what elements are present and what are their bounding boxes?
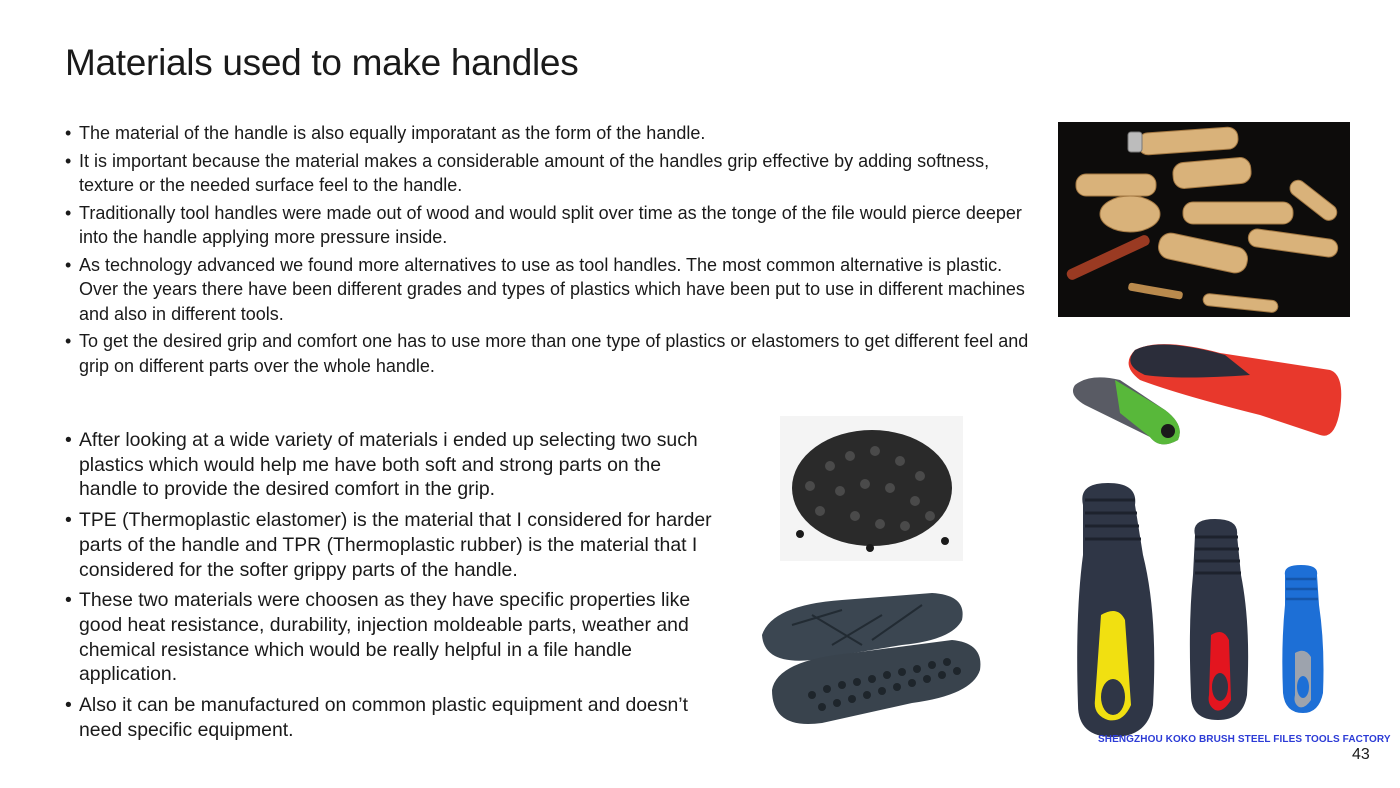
plastic-pellets-image bbox=[780, 416, 963, 561]
file-handles-image bbox=[1063, 475, 1353, 750]
bullet-item: • After looking at a wide variety of materials i ended up selecting two such plastics which would help me have both soft and strong parts on the handle to provide the desired comfort in the grip. bbox=[65, 428, 715, 502]
bullet-item: • The material of the handle is also equally imporatant as the form of the handle. bbox=[65, 121, 1040, 146]
bullet-item: • Traditionally tool handles were made out of wood and would split over time as the tonge of the file would pierce deeper into the handle applying more pressure inside. bbox=[65, 201, 1040, 250]
rubber-handles-image bbox=[1060, 335, 1352, 465]
shoe-soles-image bbox=[752, 585, 987, 745]
page-number: 43 bbox=[1352, 746, 1370, 763]
bullet-item: • TPE (Thermoplastic elastomer) is the material that I considered for harder parts of the handle and TPR (Thermoplastic rubber) is the material that I considered for the softer grippy parts of the handle. bbox=[65, 508, 715, 582]
selection-bullet-list bbox=[65, 428, 715, 748]
bullet-item: • As technology advanced we found more alternatives to use as tool handles. The most common alternative is plastic. Over the years there have been different grades and types of plastics which have been put to use in different machines and also in different tools. bbox=[65, 253, 1040, 327]
slide-title: Materials used to make handles bbox=[65, 42, 579, 83]
bullet-item: • These two materials were choosen as they have specific properties like good heat resistance, durability, injection moldeable parts, weather and chemical resistance which would be really helpful in a file handle application. bbox=[65, 588, 715, 687]
intro-bullet-list bbox=[65, 121, 1040, 381]
bullet-item: • Also it can be manufactured on common plastic equipment and doesn’t need specific equipment. bbox=[65, 693, 715, 742]
image-watermark: SHENGZHOU KOKO BRUSH STEEL FILES TOOLS FACTORY bbox=[1098, 734, 1391, 745]
bullet-item: • It is important because the material makes a considerable amount of the handles grip effective by adding softness, texture or the needed surface feel to the handle. bbox=[65, 149, 1040, 198]
wooden-handles-image bbox=[1058, 122, 1350, 317]
bullet-item: • To get the desired grip and comfort one has to use more than one type of plastics or elastomers to get different feel and grip on different parts over the whole handle. bbox=[65, 329, 1040, 378]
